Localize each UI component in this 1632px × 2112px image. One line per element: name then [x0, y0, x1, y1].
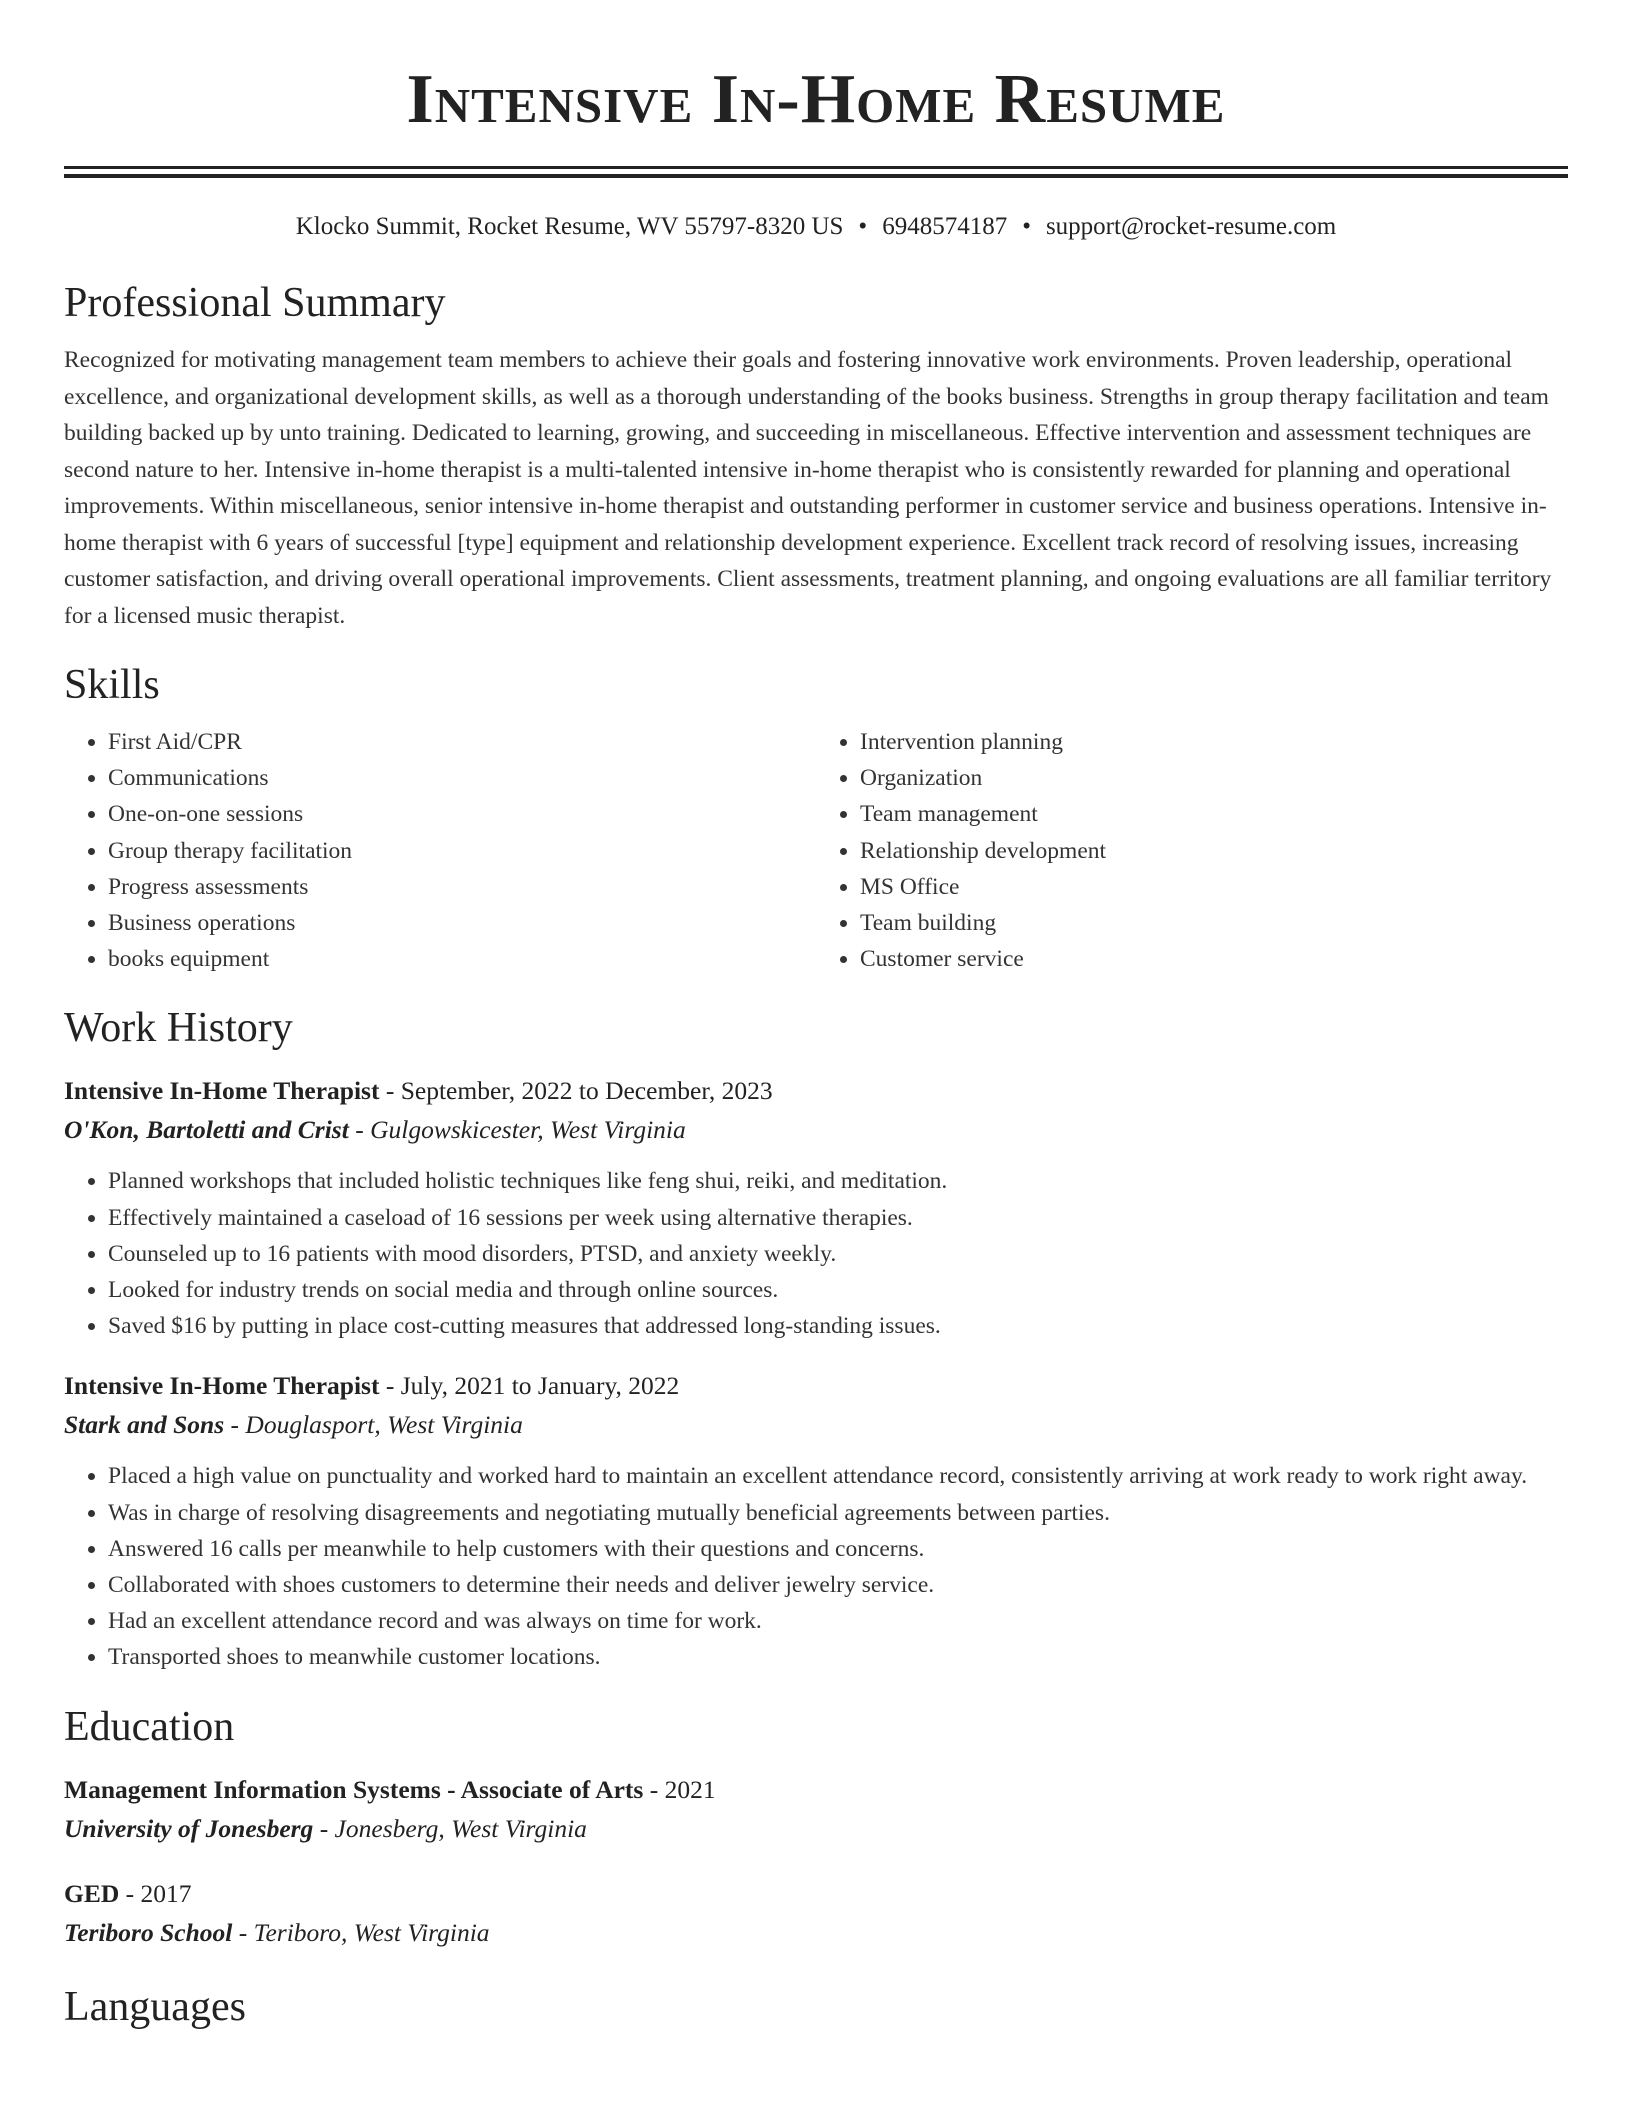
languages-heading: Languages	[64, 1983, 246, 2030]
skills-column-right	[816, 724, 1568, 977]
contact-email: support@rocket-resume.com	[1045, 213, 1337, 240]
skills-list	[64, 724, 1568, 977]
summary-heading: Professional Summary	[64, 280, 446, 326]
contact-separator: •	[858, 213, 868, 240]
work-history-heading: Work History	[64, 1005, 293, 1052]
job-entry	[64, 1366, 1568, 1675]
job-duty: • Answered 16 calls per meanwhile to help customers with their questions and concerns.	[108, 1531, 1568, 1567]
education-heading: Education	[64, 1703, 235, 1750]
employer-name: O'Kon, Bartoletti and Crist	[64, 1115, 349, 1145]
skills-heading: Skills	[64, 662, 160, 708]
degree-name: GED	[64, 1878, 120, 1908]
resume-title: Intensive In-Home Resume	[406, 61, 1226, 138]
job-dates: - July, 2021 to January, 2022	[379, 1371, 680, 1401]
job-entry	[64, 1071, 1568, 1344]
skill-item: • MS Office	[860, 869, 1568, 905]
contact-separator: •	[1022, 213, 1031, 240]
job-title-line	[64, 1366, 1568, 1405]
skill-item: • Business operations	[108, 905, 816, 941]
school-line	[64, 1913, 1568, 1952]
degree-year: - 2017	[119, 1878, 192, 1908]
job-duty: • Placed a high value on punctuality and worked hard to maintain an excellent attendance record, consistently arriving at work ready to work right away.	[108, 1458, 1568, 1494]
skill-item: • Relationship development	[860, 833, 1568, 869]
job-duty: • Collaborated with shoes customers to determine their needs and deliver jewelry service.	[108, 1567, 1568, 1603]
employer-line	[64, 1405, 1568, 1444]
school-name: University of Jonesberg	[64, 1813, 314, 1843]
job-dates: - September, 2022 to December, 2023	[379, 1076, 773, 1106]
title-double-rule	[64, 166, 1568, 178]
skill-item: • books equipment	[108, 941, 816, 977]
skills-column-left	[64, 724, 816, 977]
job-duty: • Planned workshops that included holistic techniques like feng shui, reiki, and meditation.	[108, 1163, 1568, 1199]
skill-item: • Progress assessments	[108, 869, 816, 905]
skill-item: • First Aid/CPR	[108, 724, 816, 760]
employer-name: Stark and Sons	[64, 1410, 225, 1440]
job-duty: • Effectively maintained a caseload of 16 sessions per week using alternative therapies.	[108, 1200, 1568, 1236]
summary-text: Recognized for motivating management team members to achieve their goals and fostering innovative work environments. Proven leadership, operational excellence, and organizational development skills, as well as a thorough understanding of the books business. Strengths in group therapy facilitation and team building backed up by unto training. Dedicated to learning, growing, and succeeding in miscellaneous. Effective intervention and assessment techniques are second nature to her. Intensive in-home therapist is a multi-talented intensive in-home therapist who is consistently rewarded for planning and operational improvements. Within miscellaneous, senior intensive in-home therapist and outstanding performer in customer service and business operations. Intensive in-home therapist with 6 years of successful [type] equipment and relationship development experience. Excellent track record of resolving issues, increasing customer satisfaction, and driving overall operational improvements. Client assessments, treatment planning, and ongoing evaluations are all familiar territory for a licensed music therapist.	[64, 347, 1552, 629]
skill-item: • Customer service	[860, 941, 1568, 977]
skill-item: • Intervention planning	[860, 724, 1568, 760]
degree-year: - 2021	[643, 1774, 716, 1804]
skill-item: • Organization	[860, 760, 1568, 796]
job-duty: • Saved $16 by putting in place cost-cutting measures that addressed long-standing issues.	[108, 1308, 1568, 1344]
employer-location: - Douglasport, West Virginia	[224, 1410, 523, 1440]
degree-name: Management Information Systems - Associate of Arts	[64, 1774, 644, 1804]
school-location: - Jonesberg, West Virginia	[313, 1813, 587, 1843]
employer-location: - Gulgowskicester, West Virginia	[348, 1115, 686, 1145]
skill-item: • Team management	[860, 796, 1568, 832]
education-entry	[64, 1874, 1568, 1952]
job-duty: • Was in charge of resolving disagreements and negotiating mutually beneficial agreements between parties.	[108, 1495, 1568, 1531]
skill-item: • Group therapy facilitation	[108, 833, 816, 869]
contact-line	[64, 212, 1568, 242]
job-title-line	[64, 1071, 1568, 1110]
school-line	[64, 1809, 1568, 1848]
job-duty: • Looked for industry trends on social media and through online sources.	[108, 1272, 1568, 1308]
job-duties-list	[64, 1163, 1568, 1344]
contact-address: Klocko Summit, Rocket Resume, WV 55797-8320 US	[295, 213, 844, 240]
degree-line	[64, 1770, 1568, 1809]
school-name: Teriboro School	[64, 1917, 233, 1947]
job-title: Intensive In-Home Therapist	[64, 1076, 380, 1106]
contact-phone: 6948574187	[882, 213, 1008, 240]
education-entry	[64, 1770, 1568, 1848]
skill-item: • Communications	[108, 760, 816, 796]
school-location: - Teriboro, West Virginia	[232, 1917, 490, 1947]
job-duties-list	[64, 1458, 1568, 1675]
employer-line	[64, 1110, 1568, 1149]
job-duty: • Transported shoes to meanwhile customer locations.	[108, 1639, 1568, 1675]
job-duty: • Had an excellent attendance record and was always on time for work.	[108, 1603, 1568, 1639]
job-duty: • Counseled up to 16 patients with mood disorders, PTSD, and anxiety weekly.	[108, 1236, 1568, 1272]
job-title: Intensive In-Home Therapist	[64, 1371, 380, 1401]
skill-item: • Team building	[860, 905, 1568, 941]
degree-line	[64, 1874, 1568, 1913]
skill-item: • One-on-one sessions	[108, 796, 816, 832]
